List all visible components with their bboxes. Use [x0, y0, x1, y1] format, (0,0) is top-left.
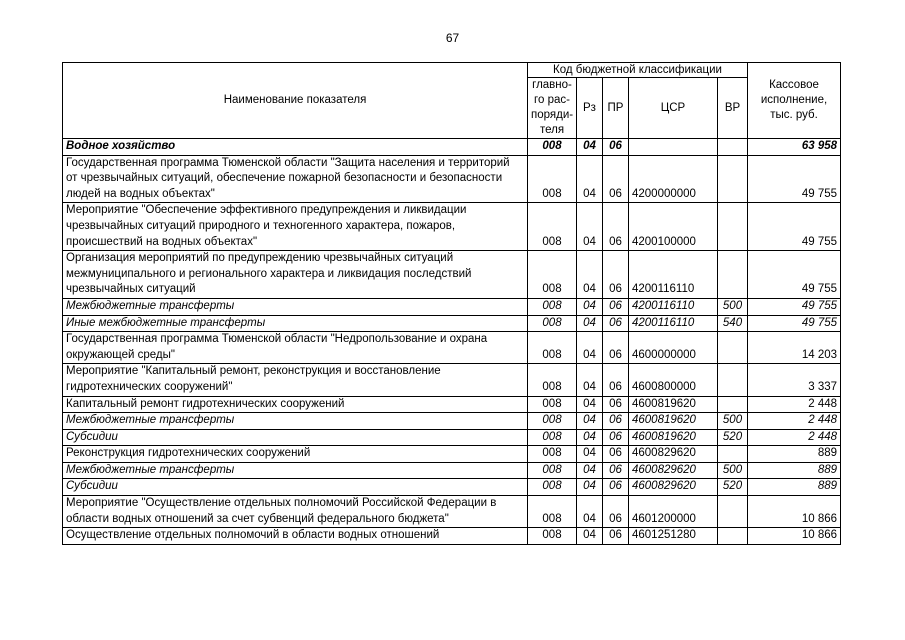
- row-csr-code: 4600800000: [629, 364, 718, 396]
- row-pr-code: 06: [603, 462, 629, 479]
- row-gl-code: 008: [528, 413, 577, 430]
- page-number: 67: [445, 31, 460, 45]
- row-rz-code: 04: [577, 155, 603, 203]
- row-rz-code: 04: [577, 139, 603, 156]
- row-rz-code: 04: [577, 429, 603, 446]
- row-gl-code: 008: [528, 332, 577, 364]
- table-row: [63, 251, 841, 299]
- table-row: [63, 155, 841, 203]
- row-rz-code: 04: [577, 364, 603, 396]
- row-rz-code: 04: [577, 479, 603, 496]
- row-csr-code: 4600819620: [629, 413, 718, 430]
- row-rz-code: 04: [577, 413, 603, 430]
- row-gl-code: 008: [528, 429, 577, 446]
- row-csr-code: 4200116110: [629, 251, 718, 299]
- row-name: Капитальный ремонт гидротехнических сооружений: [63, 396, 528, 413]
- row-rz-code: 04: [577, 298, 603, 315]
- row-csr-code: 4200000000: [629, 155, 718, 203]
- row-vr-code: 540: [718, 315, 748, 332]
- row-rz-code: 04: [577, 446, 603, 463]
- row-csr-code: 4601251280: [629, 528, 718, 545]
- row-vr-code: [718, 155, 748, 203]
- header-gl: главно-го рас-поряди-теля: [528, 78, 577, 139]
- row-amount: 14 203: [748, 332, 841, 364]
- row-vr-code: [718, 139, 748, 156]
- row-pr-code: 06: [603, 315, 629, 332]
- row-amount: 889: [748, 462, 841, 479]
- row-csr-code: 4200116110: [629, 315, 718, 332]
- row-name: Государственная программа Тюменской области "Недропользование и охрана окружающей среды": [63, 332, 528, 364]
- table-row: [63, 396, 841, 413]
- row-pr-code: 06: [603, 364, 629, 396]
- row-pr-code: 06: [603, 429, 629, 446]
- row-vr-code: [718, 446, 748, 463]
- header-code-group: Код бюджетной классификации: [528, 63, 748, 78]
- row-amount: 2 448: [748, 413, 841, 430]
- row-rz-code: 04: [577, 332, 603, 364]
- row-name: Межбюджетные трансферты: [63, 462, 528, 479]
- row-name: Водное хозяйство: [63, 139, 528, 156]
- row-name: Мероприятие "Осуществление отдельных полномочий Российской Федерации в области водных отношений за счет субвенций федерального бюджета": [63, 496, 528, 528]
- row-csr-code: 4601200000: [629, 496, 718, 528]
- row-vr-code: [718, 496, 748, 528]
- row-amount: 2 448: [748, 396, 841, 413]
- row-pr-code: 06: [603, 413, 629, 430]
- row-amount: 10 866: [748, 528, 841, 545]
- row-vr-code: [718, 364, 748, 396]
- row-gl-code: 008: [528, 479, 577, 496]
- row-gl-code: 008: [528, 298, 577, 315]
- row-vr-code: 520: [718, 479, 748, 496]
- table-row: [63, 496, 841, 528]
- budget-table: [62, 62, 841, 545]
- row-gl-code: 008: [528, 396, 577, 413]
- row-pr-code: 06: [603, 155, 629, 203]
- table-row: [63, 528, 841, 545]
- row-rz-code: 04: [577, 528, 603, 545]
- row-pr-code: 06: [603, 332, 629, 364]
- row-rz-code: 04: [577, 462, 603, 479]
- row-vr-code: 520: [718, 429, 748, 446]
- row-name: Субсидии: [63, 479, 528, 496]
- row-csr-code: 4600829620: [629, 479, 718, 496]
- row-name: Мероприятие "Капитальный ремонт, реконструкция и восстановление гидротехнических сооружений": [63, 364, 528, 396]
- table-body: [63, 139, 841, 545]
- row-pr-code: 06: [603, 446, 629, 463]
- row-vr-code: [718, 332, 748, 364]
- row-csr-code: 4600819620: [629, 429, 718, 446]
- row-amount: 2 448: [748, 429, 841, 446]
- row-vr-code: [718, 396, 748, 413]
- row-name: Межбюджетные трансферты: [63, 413, 528, 430]
- table-row: [63, 315, 841, 332]
- row-csr-code: 4200116110: [629, 298, 718, 315]
- row-gl-code: 008: [528, 251, 577, 299]
- table-row: [63, 479, 841, 496]
- table-row: [63, 413, 841, 430]
- row-name: Реконструкция гидротехнических сооружений: [63, 446, 528, 463]
- row-csr-code: 4600829620: [629, 446, 718, 463]
- row-amount: 3 337: [748, 364, 841, 396]
- row-name: Иные межбюджетные трансферты: [63, 315, 528, 332]
- header-rz: Рз: [577, 78, 603, 139]
- row-rz-code: 04: [577, 396, 603, 413]
- row-csr-code: 4600819620: [629, 396, 718, 413]
- row-gl-code: 008: [528, 315, 577, 332]
- row-pr-code: 06: [603, 528, 629, 545]
- row-amount: 889: [748, 446, 841, 463]
- row-pr-code: 06: [603, 479, 629, 496]
- table-row: [63, 446, 841, 463]
- row-vr-code: 500: [718, 413, 748, 430]
- row-amount: 49 755: [748, 298, 841, 315]
- row-vr-code: [718, 203, 748, 251]
- header-vr: ВР: [718, 78, 748, 139]
- row-amount: 63 958: [748, 139, 841, 156]
- row-csr-code: 4600000000: [629, 332, 718, 364]
- table-row: [63, 298, 841, 315]
- row-rz-code: 04: [577, 496, 603, 528]
- row-name: Мероприятие "Обеспечение эффективного предупреждения и ликвидации чрезвычайных ситуаций природного и техногенного характера, пожаров, происшествий на водных объектах": [63, 203, 528, 251]
- table-row: [63, 203, 841, 251]
- row-pr-code: 06: [603, 139, 629, 156]
- table-row: [63, 364, 841, 396]
- row-amount: 49 755: [748, 315, 841, 332]
- row-name: Организация мероприятий по предупреждению чрезвычайных ситуаций межмуниципального и регионального характера и ликвидация последствий чрезвычайных ситуаций: [63, 251, 528, 299]
- row-gl-code: 008: [528, 528, 577, 545]
- row-rz-code: 04: [577, 203, 603, 251]
- row-vr-code: [718, 251, 748, 299]
- table-row: [63, 429, 841, 446]
- row-gl-code: 008: [528, 446, 577, 463]
- row-pr-code: 06: [603, 203, 629, 251]
- row-name: Межбюджетные трансферты: [63, 298, 528, 315]
- row-amount: 49 755: [748, 251, 841, 299]
- row-csr-code: 4200100000: [629, 203, 718, 251]
- row-pr-code: 06: [603, 251, 629, 299]
- row-gl-code: 008: [528, 364, 577, 396]
- row-pr-code: 06: [603, 496, 629, 528]
- row-csr-code: [629, 139, 718, 156]
- row-amount: 889: [748, 479, 841, 496]
- row-pr-code: 06: [603, 298, 629, 315]
- row-gl-code: 008: [528, 462, 577, 479]
- row-name: Субсидии: [63, 429, 528, 446]
- header-csr: ЦСР: [629, 78, 718, 139]
- row-amount: 49 755: [748, 203, 841, 251]
- header-amount: Кассовое исполнение, тыс. руб.: [748, 63, 841, 139]
- row-gl-code: 008: [528, 203, 577, 251]
- table-row: [63, 462, 841, 479]
- row-csr-code: 4600829620: [629, 462, 718, 479]
- row-rz-code: 04: [577, 315, 603, 332]
- row-name: Осуществление отдельных полномочий в области водных отношений: [63, 528, 528, 545]
- table-row: [63, 139, 841, 156]
- row-name: Государственная программа Тюменской области "Защита населения и территорий от чрезвычайных ситуаций, обеспечение пожарной безопасности и безопасности людей на водных объектах": [63, 155, 528, 203]
- table-row: [63, 332, 841, 364]
- row-amount: 49 755: [748, 155, 841, 203]
- row-vr-code: 500: [718, 298, 748, 315]
- header-pr: ПР: [603, 78, 629, 139]
- row-pr-code: 06: [603, 396, 629, 413]
- row-amount: 10 866: [748, 496, 841, 528]
- row-gl-code: 008: [528, 155, 577, 203]
- header-name: Наименование показателя: [63, 63, 528, 139]
- row-vr-code: 500: [718, 462, 748, 479]
- row-rz-code: 04: [577, 251, 603, 299]
- row-gl-code: 008: [528, 496, 577, 528]
- row-gl-code: 008: [528, 139, 577, 156]
- row-vr-code: [718, 528, 748, 545]
